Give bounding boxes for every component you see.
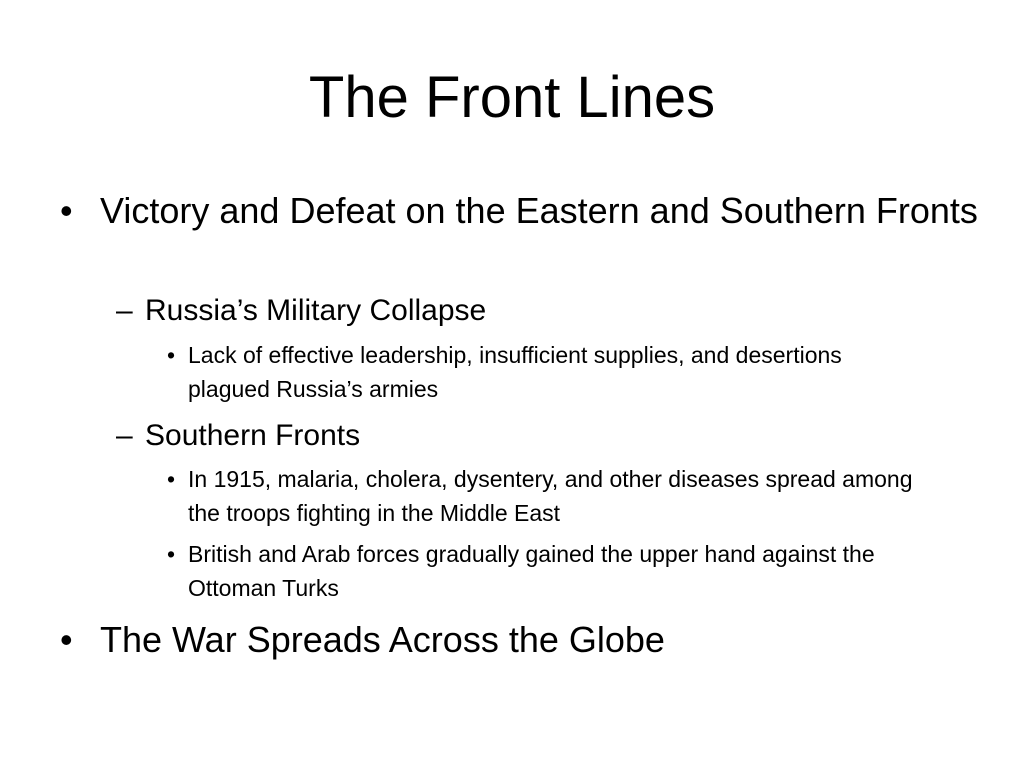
bullet-text: In 1915, malaria, cholera, dysentery, and other diseases spread among the troops fighting in the Middle East xyxy=(188,466,913,526)
bullet-marker: • xyxy=(167,541,176,567)
bullet-text: Victory and Defeat on the Eastern and Southern Fronts xyxy=(100,190,978,231)
dash-marker: – xyxy=(116,419,133,452)
bullet-text: British and Arab forces gradually gained the upper hand against the Ottoman Turks xyxy=(188,541,875,601)
bullet-marker: • xyxy=(60,619,73,660)
bullet-text: Russia’s Military Collapse xyxy=(145,294,487,327)
dash-marker: – xyxy=(116,294,133,327)
bullet-item-level-3 xyxy=(167,537,928,605)
bullet-item-level-2 xyxy=(116,293,965,329)
bullet-item-level-3 xyxy=(167,462,928,530)
bullet-marker: • xyxy=(60,190,73,231)
bullet-marker: • xyxy=(167,466,176,492)
bullet-text: Southern Fronts xyxy=(145,419,361,452)
bullet-text: The War Spreads Across the Globe xyxy=(100,619,665,660)
slide-title: The Front Lines xyxy=(308,65,716,130)
bullet-item-level-2 xyxy=(116,418,965,454)
bullet-item-level-3 xyxy=(167,338,928,406)
bullet-item-level-1 xyxy=(60,619,980,660)
bullet-marker: • xyxy=(167,342,176,368)
bullet-item-level-1 xyxy=(60,190,980,231)
bullet-text: Lack of effective leadership, insufficient supplies, and desertions plagued Russia’s armies xyxy=(188,342,842,402)
